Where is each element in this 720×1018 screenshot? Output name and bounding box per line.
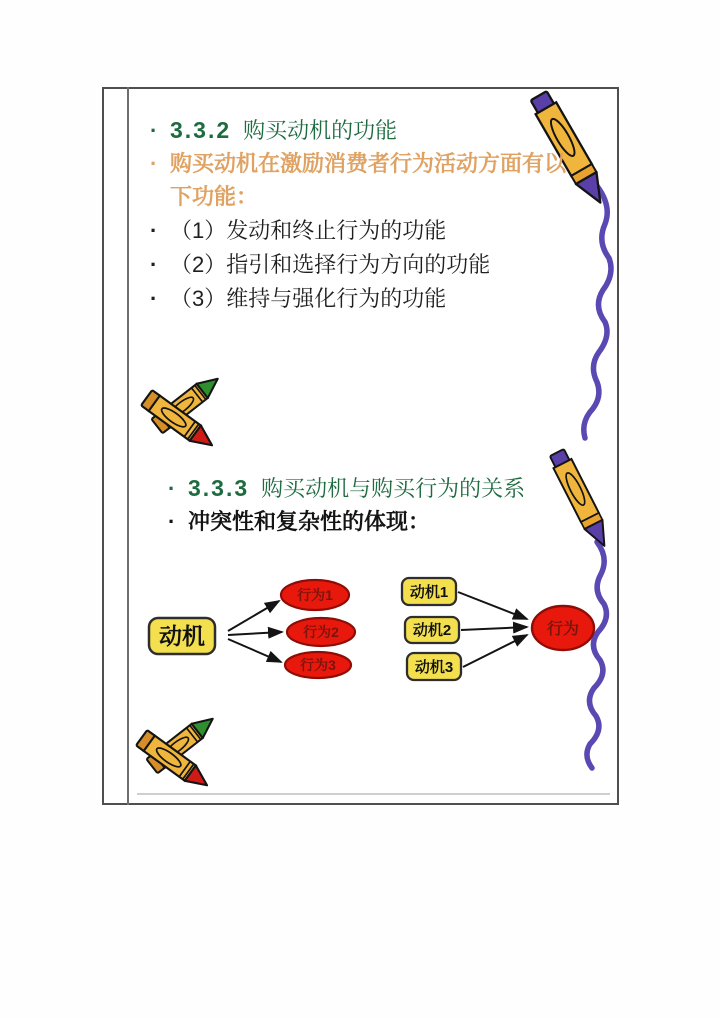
arrow xyxy=(458,592,527,619)
motive-label: 动机1 xyxy=(409,584,449,601)
crossed-crayons-icon xyxy=(132,372,237,457)
motive-label: 动机2 xyxy=(412,622,452,639)
arrow xyxy=(463,635,527,667)
bullet: · xyxy=(150,218,158,243)
section-332 xyxy=(150,114,576,315)
behavior-label: 行为 xyxy=(546,621,580,638)
list-item xyxy=(150,282,576,315)
behavior-label: 行为1 xyxy=(297,587,333,603)
section-title: 购买动机的功能 xyxy=(243,118,398,143)
bullet: · xyxy=(150,252,158,277)
arrow xyxy=(461,627,527,630)
bullet: · xyxy=(150,118,158,143)
bullet: · xyxy=(150,151,158,176)
list-item-text: （1）发动和终止行为的功能 xyxy=(170,218,447,243)
list-item-text: （2）指引和选择行为方向的功能 xyxy=(170,252,491,277)
motive-label: 动机3 xyxy=(414,659,454,676)
list-item xyxy=(150,214,576,247)
section-number: 3.3.3 xyxy=(188,475,250,501)
section-333-heading xyxy=(168,472,588,505)
list-item xyxy=(150,248,576,281)
behavior-label: 行为2 xyxy=(303,624,339,640)
list-item-text: （3）维持与强化行为的功能 xyxy=(170,286,447,311)
motive-behavior-diagram xyxy=(133,563,617,693)
intro-text: 购买动机在激励消费者行为活动方面有以下功能： xyxy=(170,151,567,209)
behavior-label: 行为3 xyxy=(300,657,336,673)
section-332-heading xyxy=(150,114,576,147)
bullet: · xyxy=(168,509,176,534)
crossed-crayons-icon xyxy=(127,712,232,797)
section-333-subtitle xyxy=(168,505,588,538)
section-number: 3.3.2 xyxy=(170,117,232,143)
arrow xyxy=(228,601,279,631)
wavy-line-top xyxy=(584,186,611,438)
arrow xyxy=(228,632,282,635)
subtitle-text: 冲突性和复杂性的体现： xyxy=(188,509,431,534)
bullet: · xyxy=(168,476,176,501)
section-333 xyxy=(168,472,588,538)
section-title: 购买动机与购买行为的关系 xyxy=(261,476,526,501)
section-332-intro xyxy=(150,147,576,213)
arrow xyxy=(228,639,281,662)
bullet: · xyxy=(150,286,158,311)
motive-label: 动机 xyxy=(159,623,205,649)
